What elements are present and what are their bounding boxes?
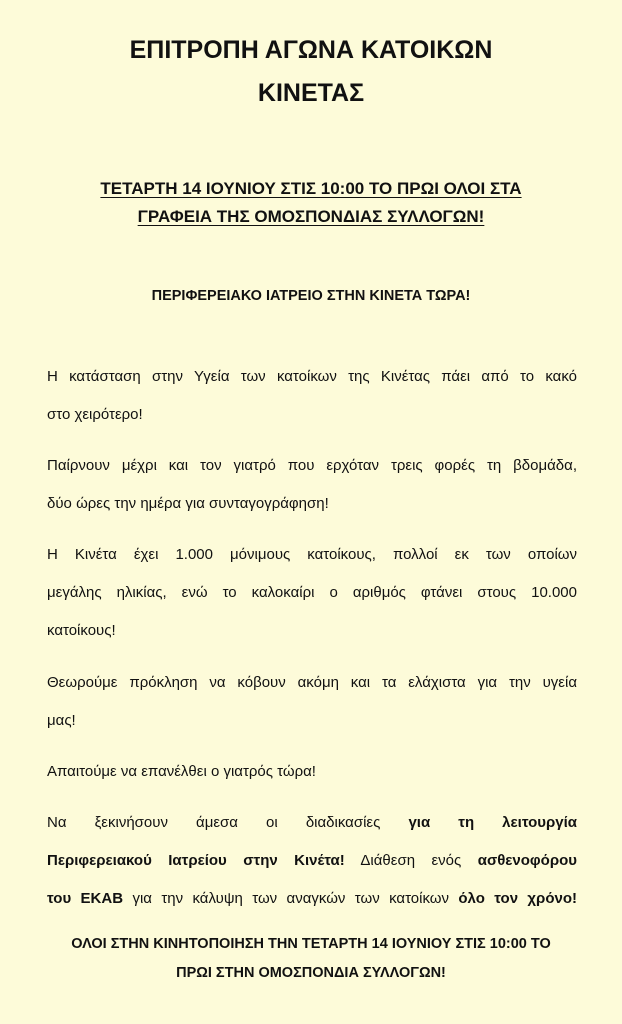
- meeting-line-2: ΓΡΑΦΕΙΑ ΤΗΣ ΟΜΟΣΠΟΝΔΙΑΣ ΣΥΛΛΟΓΩΝ!: [137, 207, 485, 226]
- paragraph-line: Η Κινέτα έχει 1.000 μόνιμους κατοίκους, πολλοί εκ των οποίων: [47, 546, 577, 563]
- text-normal: Διάθεση ενός: [344, 852, 478, 869]
- text-normal: Να ξεκινήσουν άμεσα οι διαδικασίες: [47, 814, 409, 831]
- paragraph-line: στο χειρότερο!: [47, 406, 143, 423]
- paragraph-line: Παίρνουν μέχρι και τον γιατρό που ερχόταν τρεις φορές τη βδομάδα,: [47, 457, 577, 474]
- paragraph-health-situation: [47, 358, 577, 434]
- title-line-2: ΚΙΝΕΤΑΣ: [257, 79, 365, 107]
- paragraph-line: δύο ώρες την ημέρα για συνταγογράφηση!: [47, 495, 329, 512]
- subheading: ΠΕΡΙΦΕΡΕΙΑΚΟ ΙΑΤΡΕΙΟ ΣΤΗΝ ΚΙΝΕΤΑ ΤΩΡΑ!: [151, 288, 471, 304]
- paragraph-line: [47, 880, 577, 918]
- title-line-1: ΕΠΙΤΡΟΠΗ ΑΓΩΝΑ ΚΑΤΟΙΚΩΝ: [129, 36, 493, 64]
- paragraph-provocation: [47, 664, 577, 740]
- text-bold: ασθενοφόρου: [477, 852, 577, 869]
- paragraph-demands: [47, 804, 577, 918]
- paragraph-line: [47, 842, 577, 880]
- text-bold: Περιφερειακού Ιατρείου στην Κινέτα!: [47, 852, 345, 869]
- paragraph-doctor-removed: [47, 447, 577, 523]
- paragraph-population: [47, 536, 577, 650]
- text-bold: του ΕΚΑΒ: [47, 890, 124, 907]
- paragraph-line: Απαιτούμε να επανέλθει ο γιατρός τώρα!: [47, 763, 316, 780]
- closing-line-1: ΟΛΟΙ ΣΤΗΝ ΚΙΝΗΤΟΠΟΙΗΣΗ ΤΗΝ ΤΕΤΑΡΤΗ 14 ΙΟΥΝΙΟΥ ΣΤΙΣ 10:00 ΤΟ: [71, 936, 551, 952]
- paragraph-line: μας!: [47, 712, 76, 729]
- paragraph-demand-doctor: [47, 753, 577, 791]
- paragraph-line: [47, 804, 577, 842]
- paragraph-line: κατοίκους!: [47, 622, 116, 639]
- text-normal: για την κάλυψη των αναγκών των κατοίκων: [123, 890, 459, 907]
- paragraph-line: Η κατάσταση στην Υγεία των κατοίκων της Κινέτας πάει από το κακό: [47, 368, 577, 385]
- closing-call: [40, 930, 582, 988]
- meeting-announcement: [40, 175, 582, 231]
- closing-line-2: ΠΡΩΙ ΣΤΗΝ ΟΜΟΣΠΟΝΔΙΑ ΣΥΛΛΟΓΩΝ!: [176, 965, 446, 981]
- paragraph-line: Θεωρούμε πρόκληση να κόβουν ακόμη και τα ελάχιστα για την υγεία: [47, 674, 577, 691]
- paragraph-line: μεγάλης ηλικίας, ενώ το καλοκαίρι ο αριθμός φτάνει στους 10.000: [47, 584, 577, 601]
- meeting-line-1: ΤΕΤΑΡΤΗ 14 ΙΟΥΝΙΟΥ ΣΤΙΣ 10:00 ΤΟ ΠΡΩΙ ΟΛΟΙ ΣΤΑ: [100, 179, 522, 198]
- text-bold: για τη λειτουργία: [408, 814, 577, 831]
- text-bold: όλο τον χρόνο!: [458, 890, 577, 907]
